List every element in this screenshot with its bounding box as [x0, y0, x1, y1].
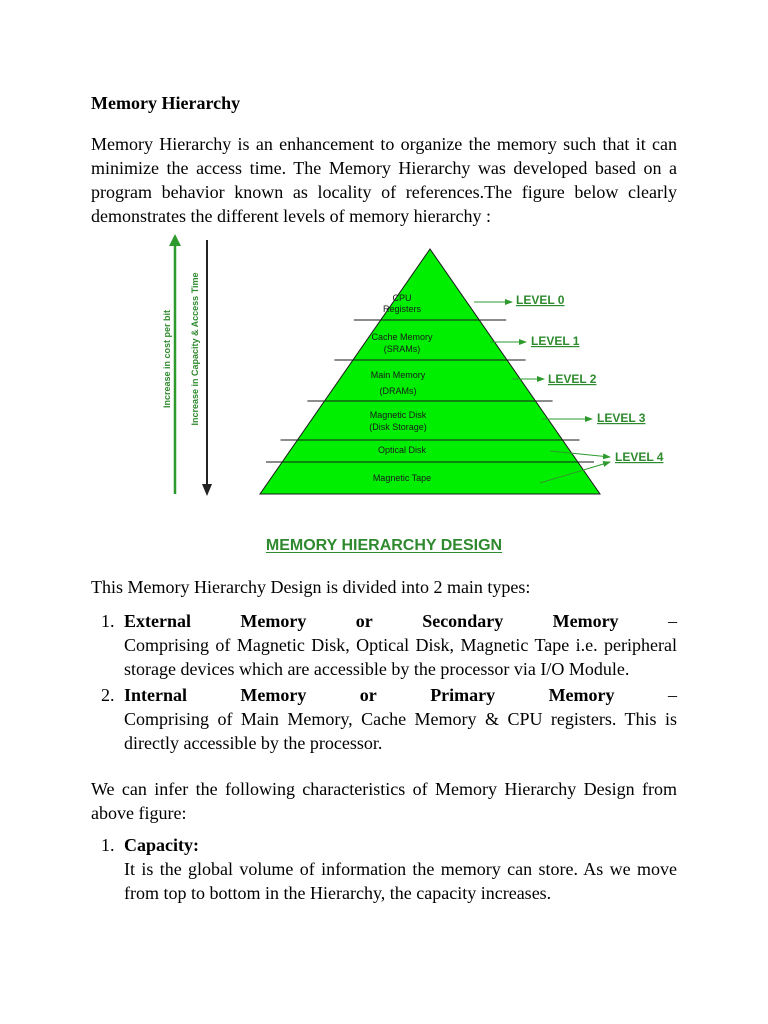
tier-cpu-line1: CPU [392, 293, 412, 303]
level-3-label: LEVEL 3 [597, 411, 646, 425]
types-intro-paragraph: This Memory Hierarchy Design is divided into 2 main types: [91, 577, 531, 597]
characteristics-list [91, 833, 677, 905]
term-word: or [359, 685, 377, 705]
tier-main-line1: Main Memory [370, 370, 426, 380]
diagram-caption: MEMORY HIERARCHY DESIGN [265, 537, 503, 554]
tier-cpu-line2: Registers [382, 304, 422, 314]
term-word: Memory [552, 611, 619, 631]
term-dash: – [667, 611, 677, 631]
memory-types-list [91, 609, 677, 755]
list-number: 1. [101, 835, 115, 855]
list-term [124, 683, 677, 707]
level-1-label: LEVEL 1 [531, 334, 580, 348]
level-4-label: LEVEL 4 [615, 450, 664, 464]
characteristics-intro-paragraph: We can infer the following characteristics of Memory Hierarchy Design from above figure: [91, 779, 677, 823]
capacity-axis-label: Increase in Capacity & Access Time [190, 272, 200, 426]
tier-tape-label: Magnetic Tape [372, 473, 432, 483]
memory-hierarchy-diagram [150, 232, 690, 504]
level-2-label: LEVEL 2 [548, 372, 597, 386]
list-item-internal-memory [91, 683, 677, 755]
term-word: Internal [124, 685, 187, 705]
term-word: External [124, 611, 191, 631]
tier-optical-label: Optical Disk [377, 445, 427, 455]
list-term [124, 609, 677, 633]
list-item-external-memory [91, 609, 677, 681]
section-heading: Memory Hierarchy [91, 93, 241, 113]
tier-cache-line2: (SRAMs) [383, 344, 421, 354]
term-word: Secondary [422, 611, 504, 631]
list-item-capacity [91, 833, 677, 905]
list-number: 2. [101, 685, 115, 705]
cost-axis-label: Increase in cost per bit [162, 309, 172, 409]
list-description: Comprising of Magnetic Disk, Optical Disk, Magnetic Tape i.e. peripheral storage devices which are accessible by the processor via I/O Module. [124, 635, 677, 679]
term-word: Memory [548, 685, 615, 705]
tier-disk-line2: (Disk Storage) [369, 422, 427, 432]
term-dash: – [667, 685, 677, 705]
level-0-label: LEVEL 0 [516, 293, 565, 307]
list-term: Capacity: [124, 835, 199, 855]
list-description: It is the global volume of information the memory can store. As we move from top to bottom in the Hierarchy, the capacity increases. [124, 859, 677, 903]
term-word: Primary [430, 685, 496, 705]
list-number: 1. [101, 611, 115, 631]
list-description: Comprising of Main Memory, Cache Memory & CPU registers. This is directly accessible by the processor. [124, 709, 677, 753]
tier-main-line2: (DRAMs) [379, 386, 417, 396]
intro-paragraph: Memory Hierarchy is an enhancement to organize the memory such that it can minimize the access time. The Memory Hierarchy was developed based on a program behavior known as locality of references.The figure below clearly demonstrates the different levels of memory hierarchy : [91, 134, 677, 226]
term-word: Memory [240, 685, 307, 705]
cost-axis-arrowhead [169, 234, 181, 246]
tier-cache-line1: Cache Memory [371, 332, 433, 342]
capacity-axis-arrowhead [202, 484, 212, 496]
tier-disk-line1: Magnetic Disk [369, 410, 427, 420]
term-word: Memory [240, 611, 307, 631]
term-word: or [355, 611, 373, 631]
